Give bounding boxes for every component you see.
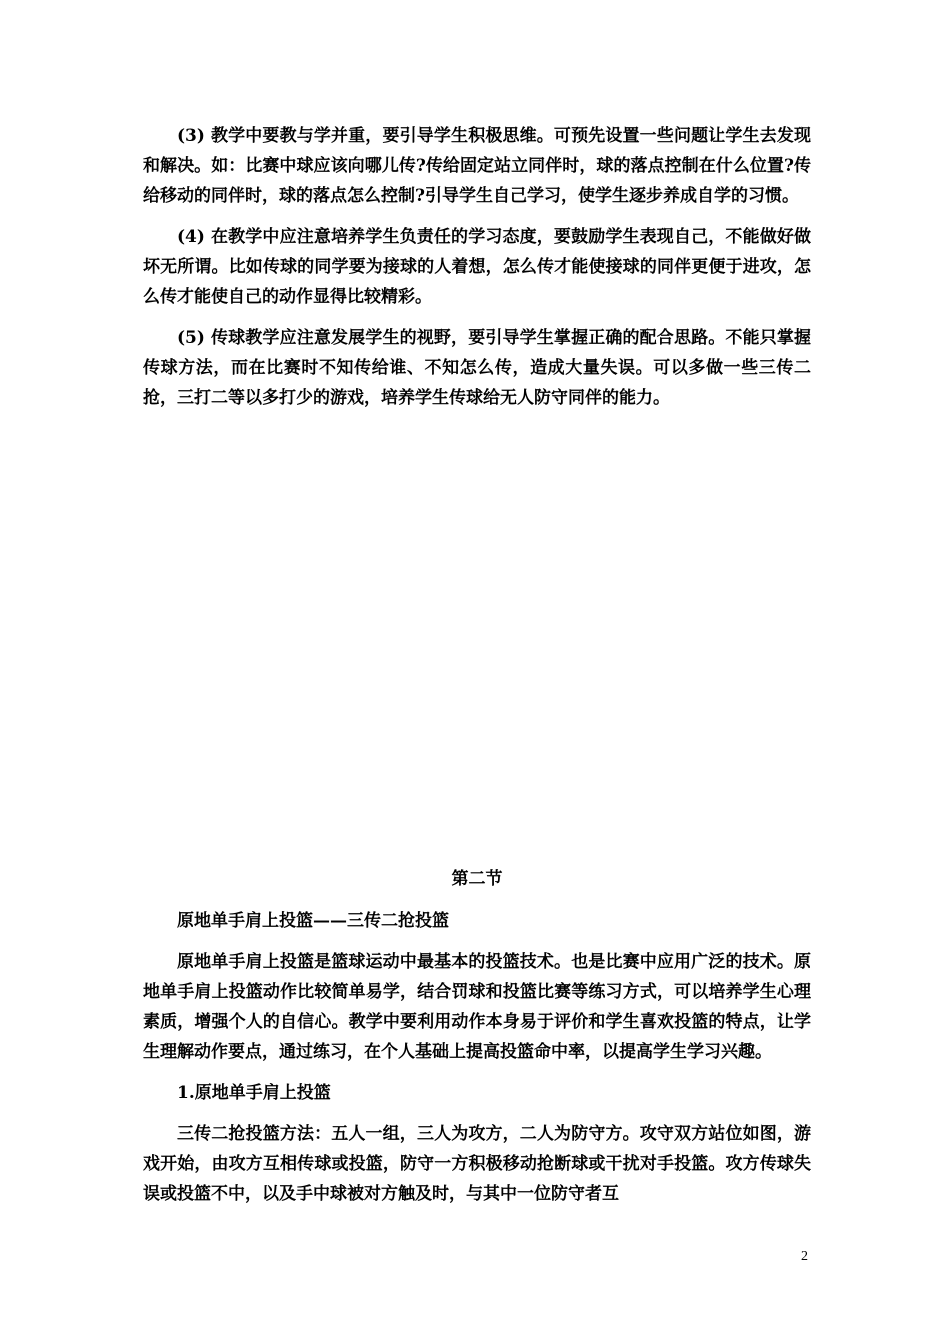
top-text-block <box>143 121 811 413</box>
paragraph-5: (5) 传球教学应注意发展学生的视野，要引导学生掌握正确的配合思路。不能只掌握传球方法，而在比赛时不知传给谁、不知怎么传，造成大量失误。可以多做一些三传二抢，三打二等以多打少的游戏，培养学生传球给无人防守同伴的能力。 <box>143 328 811 408</box>
paragraph-4: (4) 在教学中应注意培养学生负责任的学习态度，要鼓励学生表现自己，不能做好做坏无所谓。比如传球的同学要为接球的人着想，怎么传才能使接球的同伴更便于进攻，怎么传才能使自己的动作显得比较精彩。 <box>143 227 811 307</box>
section-title: 第二节 <box>451 869 503 889</box>
intro-paragraph: 原地单手肩上投篮是篮球运动中最基本的投篮技术。也是比赛中应用广泛的技术。原地单手肩上投篮动作比较简单易学，结合罚球和投篮比赛等练习方式，可以培养学生心理素质，增强个人的自信心。教学中要利用动作本身易于评价和学生喜欢投篮的特点，让学生理解动作要点，通过练习，在个人基础上提高投篮命中率，以提高学生学习兴趣。 <box>143 952 811 1062</box>
bottom-text-block <box>143 906 811 1209</box>
method-paragraph: 三传二抢投篮方法：五人一组，三人为攻方，二人为防守方。攻守双方站位如图，游戏开始，由攻方互相传球或投篮，防守一方积极移动抢断球或干扰对手投篮。攻方传球失误或投篮不中，以及手中球被对方触及时，与其中一位防守者互 <box>143 1124 811 1204</box>
paragraph-3: (3) 教学中要教与学并重，要引导学生积极思维。可预先设置一些问题让学生去发现和解决。如：比赛中球应该向哪儿传?传给固定站立同伴时，球的落点控制在什么位置?传给移动的同伴时，球的落点怎么控制?引导学生自己学习，使学生逐步养成自学的习惯。 <box>143 126 811 206</box>
item-heading: 1.原地单手肩上投篮 <box>177 1083 331 1103</box>
page-number: 2 <box>801 1249 808 1264</box>
subsection-heading: 原地单手肩上投篮——三传二抢投篮 <box>177 911 449 931</box>
